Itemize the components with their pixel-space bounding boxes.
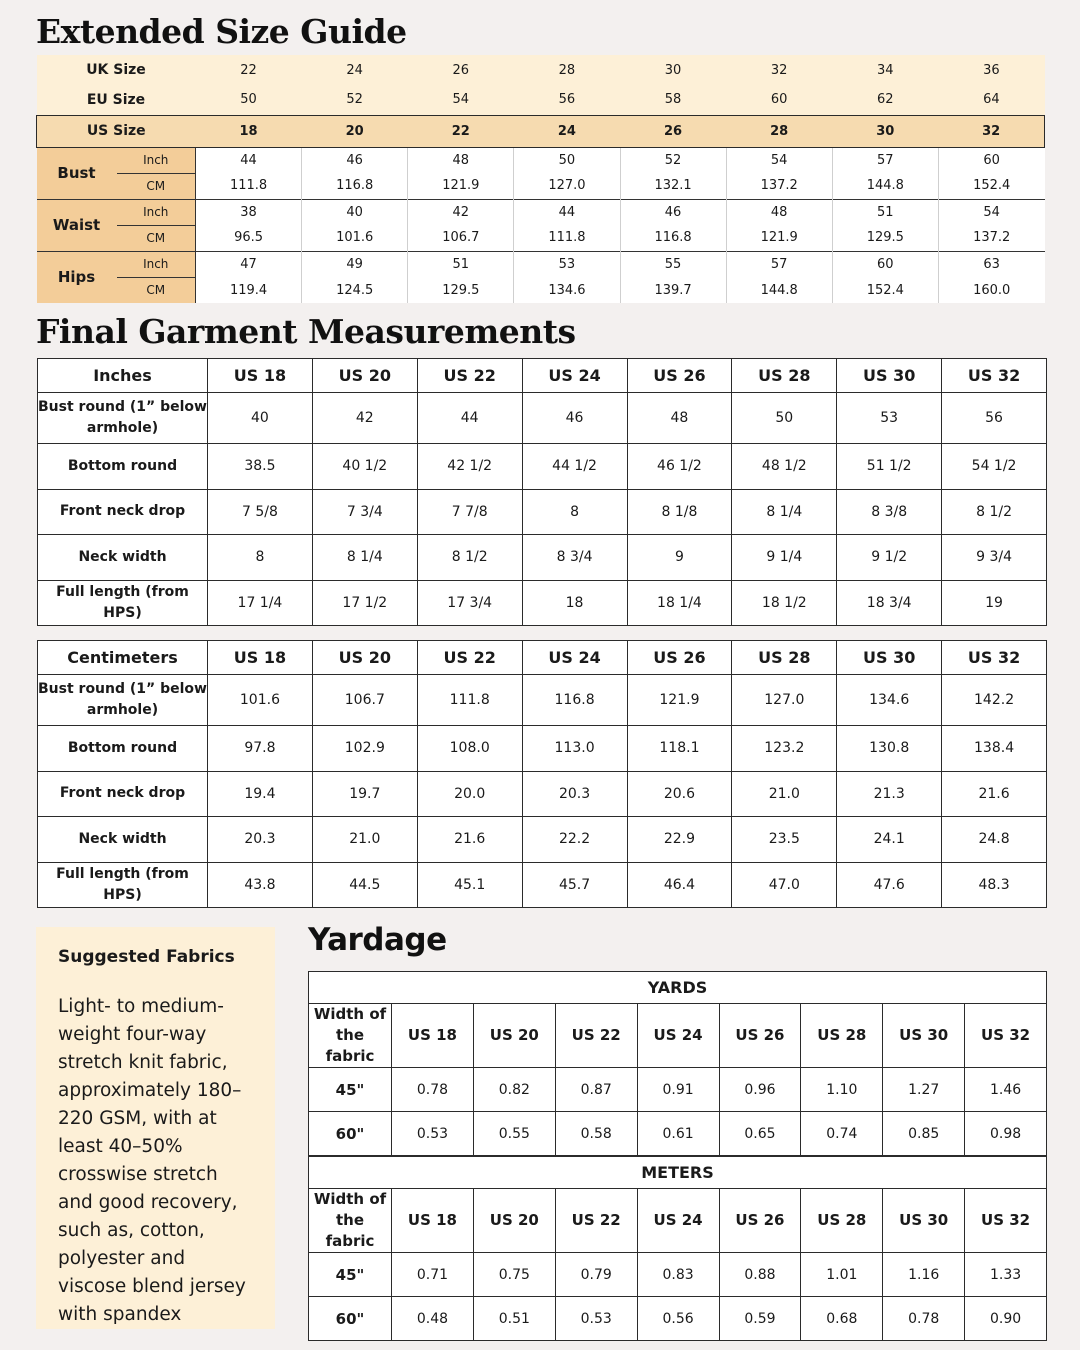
cell-value: 8 1/8 bbox=[627, 489, 732, 535]
measure-value: 50 bbox=[514, 147, 620, 173]
cell-value: 0.79 bbox=[555, 1253, 637, 1297]
measure-value: 48 bbox=[726, 199, 832, 225]
yardage-title: Yardage bbox=[308, 922, 447, 958]
us-size-value: 28 bbox=[726, 115, 832, 147]
eu-size-value: 64 bbox=[938, 85, 1044, 115]
cell-value: 40 bbox=[208, 393, 313, 444]
cell-value: 8 1/4 bbox=[732, 489, 837, 535]
measure-value: 47 bbox=[196, 251, 302, 277]
cell-value: 24.8 bbox=[942, 817, 1047, 863]
uk-size-value: 26 bbox=[408, 55, 514, 85]
column-header: US 18 bbox=[392, 1004, 474, 1068]
us-size-value: 24 bbox=[514, 115, 620, 147]
cell-value: 142.2 bbox=[942, 675, 1047, 726]
fabrics-description: Light- to medium-weight four-way stretch knit fabric, approximately 180–220 GSM, with at least 40–50% crosswise stretch and good recovery, such as, cotton, polyester and viscose blend jersey with spandex bbox=[58, 996, 246, 1325]
cell-value: 0.85 bbox=[883, 1112, 965, 1156]
cell-value: 0.82 bbox=[473, 1068, 555, 1112]
uk-size-value: 24 bbox=[302, 55, 408, 85]
bust-label: Bust bbox=[37, 147, 117, 199]
cell-value: 21.6 bbox=[417, 817, 522, 863]
cell-value: 46 1/2 bbox=[627, 444, 732, 490]
measure-value: 51 bbox=[832, 199, 938, 225]
cell-value: 0.98 bbox=[965, 1112, 1047, 1156]
meters-table bbox=[308, 1156, 1047, 1341]
table-header-row bbox=[309, 1189, 1047, 1253]
measure-value: 40 bbox=[302, 199, 408, 225]
row-label: Neck width bbox=[38, 817, 208, 863]
table-row bbox=[38, 726, 1047, 772]
suggested-fabrics-panel bbox=[36, 927, 275, 1329]
measure-value: 48 bbox=[408, 147, 514, 173]
us-size-value: 18 bbox=[196, 115, 302, 147]
bust-cm-row bbox=[37, 173, 1045, 199]
cell-value: 8 1/2 bbox=[942, 489, 1047, 535]
cell-value: 138.4 bbox=[942, 726, 1047, 772]
measure-value: 55 bbox=[620, 251, 726, 277]
waist-label: Waist bbox=[37, 199, 117, 251]
cell-value: 106.7 bbox=[312, 675, 417, 726]
eu-size-value: 60 bbox=[726, 85, 832, 115]
cell-value: 101.6 bbox=[208, 675, 313, 726]
cell-value: 44 bbox=[417, 393, 522, 444]
row-label: Bust round (1” below armhole) bbox=[38, 393, 208, 444]
measure-value: 60 bbox=[832, 251, 938, 277]
cell-value: 48 1/2 bbox=[732, 444, 837, 490]
cell-value: 1.27 bbox=[883, 1068, 965, 1112]
cell-value: 45.1 bbox=[417, 862, 522, 908]
corner-label: Width of the fabric bbox=[309, 1004, 392, 1068]
measure-value: 132.1 bbox=[620, 173, 726, 199]
cell-value: 38.5 bbox=[208, 444, 313, 490]
cell-value: 21.0 bbox=[732, 771, 837, 817]
measure-value: 54 bbox=[726, 147, 832, 173]
measure-value: 106.7 bbox=[408, 225, 514, 251]
cell-value: 43.8 bbox=[208, 862, 313, 908]
table-header-row bbox=[38, 359, 1047, 393]
cell-value: 24.1 bbox=[837, 817, 942, 863]
cell-value: 0.74 bbox=[801, 1112, 883, 1156]
cell-value: 19 bbox=[942, 580, 1047, 626]
column-header: US 24 bbox=[522, 641, 627, 675]
cell-value: 19.7 bbox=[312, 771, 417, 817]
cell-value: 0.55 bbox=[473, 1112, 555, 1156]
eu-size-value: 62 bbox=[832, 85, 938, 115]
cell-value: 17 3/4 bbox=[417, 580, 522, 626]
measure-value: 111.8 bbox=[196, 173, 302, 199]
cell-value: 1.01 bbox=[801, 1253, 883, 1297]
measure-value: 127.0 bbox=[514, 173, 620, 199]
measure-value: 129.5 bbox=[408, 277, 514, 303]
unit-inch: Inch bbox=[117, 199, 196, 225]
cell-value: 102.9 bbox=[312, 726, 417, 772]
measure-value: 96.5 bbox=[196, 225, 302, 251]
column-header: US 18 bbox=[208, 359, 313, 393]
cell-value: 51 1/2 bbox=[837, 444, 942, 490]
measure-value: 152.4 bbox=[938, 173, 1044, 199]
size-guide-title: Extended Size Guide bbox=[36, 12, 407, 51]
column-header: US 20 bbox=[312, 641, 417, 675]
column-header: US 26 bbox=[719, 1189, 801, 1253]
column-header: US 28 bbox=[801, 1004, 883, 1068]
row-label: 60" bbox=[309, 1297, 392, 1341]
measure-value: 44 bbox=[514, 199, 620, 225]
measure-value: 46 bbox=[620, 199, 726, 225]
cell-value: 46.4 bbox=[627, 862, 732, 908]
cell-value: 0.48 bbox=[392, 1297, 474, 1341]
cell-value: 45.7 bbox=[522, 862, 627, 908]
final-garment-title: Final Garment Measurements bbox=[36, 312, 576, 351]
table-header-row bbox=[309, 1004, 1047, 1068]
corner-label: Inches bbox=[38, 359, 208, 393]
cell-value: 0.90 bbox=[965, 1297, 1047, 1341]
measure-value: 160.0 bbox=[938, 277, 1044, 303]
yards-caption: YARDS bbox=[309, 972, 1047, 1004]
table-header-row bbox=[38, 641, 1047, 675]
cell-value: 0.68 bbox=[801, 1297, 883, 1341]
uk-size-value: 34 bbox=[832, 55, 938, 85]
unit-cm: CM bbox=[117, 173, 196, 199]
cell-value: 8 1/4 bbox=[312, 535, 417, 581]
measure-value: 54 bbox=[938, 199, 1044, 225]
unit-cm: CM bbox=[117, 225, 196, 251]
column-header: US 30 bbox=[883, 1004, 965, 1068]
cell-value: 44.5 bbox=[312, 862, 417, 908]
cell-value: 48.3 bbox=[942, 862, 1047, 908]
cell-value: 0.59 bbox=[719, 1297, 801, 1341]
us-size-label: US Size bbox=[37, 115, 196, 147]
table-row bbox=[38, 675, 1047, 726]
column-header: US 24 bbox=[522, 359, 627, 393]
us-size-row bbox=[37, 115, 1045, 147]
cell-value: 18 1/2 bbox=[732, 580, 837, 626]
row-label: Bottom round bbox=[38, 726, 208, 772]
eu-size-row bbox=[37, 85, 1045, 115]
measure-value: 119.4 bbox=[196, 277, 302, 303]
cell-value: 9 1/2 bbox=[837, 535, 942, 581]
cell-value: 17 1/2 bbox=[312, 580, 417, 626]
cell-value: 47.6 bbox=[837, 862, 942, 908]
column-header: US 22 bbox=[555, 1004, 637, 1068]
waist-cm-row bbox=[37, 225, 1045, 251]
uk-size-value: 30 bbox=[620, 55, 726, 85]
eu-size-value: 52 bbox=[302, 85, 408, 115]
unit-inch: Inch bbox=[117, 147, 196, 173]
cell-value: 7 3/4 bbox=[312, 489, 417, 535]
eu-size-value: 58 bbox=[620, 85, 726, 115]
us-size-value: 32 bbox=[938, 115, 1044, 147]
column-header: US 32 bbox=[965, 1004, 1047, 1068]
column-header: US 26 bbox=[627, 641, 732, 675]
cell-value: 20.3 bbox=[522, 771, 627, 817]
cell-value: 0.78 bbox=[883, 1297, 965, 1341]
meters-caption: METERS bbox=[309, 1157, 1047, 1189]
cell-value: 1.46 bbox=[965, 1068, 1047, 1112]
cell-value: 42 1/2 bbox=[417, 444, 522, 490]
uk-size-row bbox=[37, 55, 1045, 85]
cell-value: 127.0 bbox=[732, 675, 837, 726]
cell-value: 134.6 bbox=[837, 675, 942, 726]
table-row bbox=[309, 1253, 1047, 1297]
cell-value: 1.10 bbox=[801, 1068, 883, 1112]
cell-value: 1.16 bbox=[883, 1253, 965, 1297]
cell-value: 0.71 bbox=[392, 1253, 474, 1297]
cell-value: 8 bbox=[522, 489, 627, 535]
column-header: US 28 bbox=[732, 641, 837, 675]
table-row bbox=[309, 1112, 1047, 1156]
column-header: US 28 bbox=[801, 1189, 883, 1253]
measure-value: 134.6 bbox=[514, 277, 620, 303]
table-row bbox=[38, 489, 1047, 535]
us-size-value: 26 bbox=[620, 115, 726, 147]
cell-value: 50 bbox=[732, 393, 837, 444]
cell-value: 23.5 bbox=[732, 817, 837, 863]
column-header: US 20 bbox=[473, 1189, 555, 1253]
uk-size-label: UK Size bbox=[37, 55, 196, 85]
cell-value: 0.91 bbox=[637, 1068, 719, 1112]
row-label: 45" bbox=[309, 1068, 392, 1112]
measure-value: 144.8 bbox=[726, 277, 832, 303]
measure-value: 63 bbox=[938, 251, 1044, 277]
table-caption-row bbox=[309, 972, 1047, 1004]
column-header: US 22 bbox=[555, 1189, 637, 1253]
cell-value: 97.8 bbox=[208, 726, 313, 772]
row-label: Neck width bbox=[38, 535, 208, 581]
yards-table bbox=[308, 971, 1047, 1156]
uk-size-value: 32 bbox=[726, 55, 832, 85]
measure-value: 116.8 bbox=[620, 225, 726, 251]
cell-value: 113.0 bbox=[522, 726, 627, 772]
cell-value: 47.0 bbox=[732, 862, 837, 908]
cell-value: 7 7/8 bbox=[417, 489, 522, 535]
column-header: US 22 bbox=[417, 359, 522, 393]
table-row bbox=[38, 393, 1047, 444]
measure-value: 46 bbox=[302, 147, 408, 173]
column-header: US 32 bbox=[942, 641, 1047, 675]
cell-value: 9 bbox=[627, 535, 732, 581]
cell-value: 8 bbox=[208, 535, 313, 581]
column-header: US 32 bbox=[965, 1189, 1047, 1253]
eu-size-value: 56 bbox=[514, 85, 620, 115]
measure-value: 139.7 bbox=[620, 277, 726, 303]
row-label: Front neck drop bbox=[38, 771, 208, 817]
measure-value: 49 bbox=[302, 251, 408, 277]
measure-value: 137.2 bbox=[938, 225, 1044, 251]
cell-value: 7 5/8 bbox=[208, 489, 313, 535]
measure-value: 57 bbox=[726, 251, 832, 277]
measure-value: 51 bbox=[408, 251, 514, 277]
fabrics-title: Suggested Fabrics bbox=[58, 947, 235, 967]
cell-value: 18 3/4 bbox=[837, 580, 942, 626]
measure-value: 121.9 bbox=[726, 225, 832, 251]
table-row bbox=[309, 1297, 1047, 1341]
table-row bbox=[309, 1068, 1047, 1112]
unit-inch: Inch bbox=[117, 251, 196, 277]
cell-value: 42 bbox=[312, 393, 417, 444]
cell-value: 8 3/8 bbox=[837, 489, 942, 535]
cell-value: 8 1/2 bbox=[417, 535, 522, 581]
cell-value: 20.0 bbox=[417, 771, 522, 817]
table-row bbox=[38, 580, 1047, 626]
row-label: Full length (from HPS) bbox=[38, 580, 208, 626]
cell-value: 20.6 bbox=[627, 771, 732, 817]
cell-value: 9 3/4 bbox=[942, 535, 1047, 581]
column-header: US 28 bbox=[732, 359, 837, 393]
row-label: Full length (from HPS) bbox=[38, 862, 208, 908]
cell-value: 0.87 bbox=[555, 1068, 637, 1112]
column-header: US 18 bbox=[208, 641, 313, 675]
cell-value: 22.9 bbox=[627, 817, 732, 863]
cell-value: 21.3 bbox=[837, 771, 942, 817]
column-header: US 20 bbox=[473, 1004, 555, 1068]
cell-value: 19.4 bbox=[208, 771, 313, 817]
cell-value: 0.58 bbox=[555, 1112, 637, 1156]
cell-value: 123.2 bbox=[732, 726, 837, 772]
table-row bbox=[38, 444, 1047, 490]
eu-size-label: EU Size bbox=[37, 85, 196, 115]
cell-value: 54 1/2 bbox=[942, 444, 1047, 490]
eu-size-value: 50 bbox=[196, 85, 302, 115]
inches-measurement-table bbox=[37, 358, 1047, 626]
cell-value: 130.8 bbox=[837, 726, 942, 772]
cell-value: 0.88 bbox=[719, 1253, 801, 1297]
cell-value: 0.78 bbox=[392, 1068, 474, 1112]
uk-size-value: 22 bbox=[196, 55, 302, 85]
row-label: Bottom round bbox=[38, 444, 208, 490]
measure-value: 53 bbox=[514, 251, 620, 277]
cell-value: 111.8 bbox=[417, 675, 522, 726]
hips-label: Hips bbox=[37, 251, 117, 303]
column-header: US 30 bbox=[883, 1189, 965, 1253]
corner-label: Centimeters bbox=[38, 641, 208, 675]
hips-cm-row bbox=[37, 277, 1045, 303]
cell-value: 1.33 bbox=[965, 1253, 1047, 1297]
measure-value: 129.5 bbox=[832, 225, 938, 251]
measure-value: 121.9 bbox=[408, 173, 514, 199]
measure-value: 116.8 bbox=[302, 173, 408, 199]
table-row bbox=[38, 535, 1047, 581]
us-size-value: 20 bbox=[302, 115, 408, 147]
column-header: US 24 bbox=[637, 1189, 719, 1253]
cell-value: 108.0 bbox=[417, 726, 522, 772]
column-header: US 20 bbox=[312, 359, 417, 393]
cell-value: 0.83 bbox=[637, 1253, 719, 1297]
measure-value: 124.5 bbox=[302, 277, 408, 303]
cell-value: 21.6 bbox=[942, 771, 1047, 817]
table-row bbox=[38, 862, 1047, 908]
cell-value: 0.61 bbox=[637, 1112, 719, 1156]
column-header: US 22 bbox=[417, 641, 522, 675]
table-caption-row bbox=[309, 1157, 1047, 1189]
cell-value: 20.3 bbox=[208, 817, 313, 863]
row-label: Front neck drop bbox=[38, 489, 208, 535]
cell-value: 56 bbox=[942, 393, 1047, 444]
bust-inch-row bbox=[37, 147, 1045, 173]
column-header: US 30 bbox=[837, 641, 942, 675]
measure-value: 52 bbox=[620, 147, 726, 173]
cell-value: 0.53 bbox=[392, 1112, 474, 1156]
uk-size-value: 28 bbox=[514, 55, 620, 85]
column-header: US 26 bbox=[627, 359, 732, 393]
cell-value: 46 bbox=[522, 393, 627, 444]
measure-value: 111.8 bbox=[514, 225, 620, 251]
measure-value: 101.6 bbox=[302, 225, 408, 251]
cell-value: 121.9 bbox=[627, 675, 732, 726]
row-label: 60" bbox=[309, 1112, 392, 1156]
column-header: US 32 bbox=[942, 359, 1047, 393]
cell-value: 53 bbox=[837, 393, 942, 444]
us-size-value: 30 bbox=[832, 115, 938, 147]
cell-value: 0.53 bbox=[555, 1297, 637, 1341]
eu-size-value: 54 bbox=[408, 85, 514, 115]
measure-value: 137.2 bbox=[726, 173, 832, 199]
measure-value: 144.8 bbox=[832, 173, 938, 199]
us-size-value: 22 bbox=[408, 115, 514, 147]
cell-value: 0.51 bbox=[473, 1297, 555, 1341]
table-row bbox=[38, 771, 1047, 817]
cell-value: 21.0 bbox=[312, 817, 417, 863]
cell-value: 18 1/4 bbox=[627, 580, 732, 626]
cell-value: 18 bbox=[522, 580, 627, 626]
table-row bbox=[38, 817, 1047, 863]
cell-value: 17 1/4 bbox=[208, 580, 313, 626]
cell-value: 116.8 bbox=[522, 675, 627, 726]
cell-value: 22.2 bbox=[522, 817, 627, 863]
measure-value: 60 bbox=[938, 147, 1044, 173]
extended-size-guide-table bbox=[36, 55, 1045, 303]
column-header: US 26 bbox=[719, 1004, 801, 1068]
cell-value: 0.56 bbox=[637, 1297, 719, 1341]
cell-value: 0.75 bbox=[473, 1253, 555, 1297]
measure-value: 44 bbox=[196, 147, 302, 173]
cell-value: 118.1 bbox=[627, 726, 732, 772]
cell-value: 9 1/4 bbox=[732, 535, 837, 581]
column-header: US 18 bbox=[392, 1189, 474, 1253]
cell-value: 40 1/2 bbox=[312, 444, 417, 490]
cell-value: 48 bbox=[627, 393, 732, 444]
measure-value: 42 bbox=[408, 199, 514, 225]
row-label: 45" bbox=[309, 1253, 392, 1297]
unit-cm: CM bbox=[117, 277, 196, 303]
row-label: Bust round (1” below armhole) bbox=[38, 675, 208, 726]
waist-inch-row bbox=[37, 199, 1045, 225]
hips-inch-row bbox=[37, 251, 1045, 277]
cell-value: 0.65 bbox=[719, 1112, 801, 1156]
column-header: US 30 bbox=[837, 359, 942, 393]
column-header: US 24 bbox=[637, 1004, 719, 1068]
cell-value: 0.96 bbox=[719, 1068, 801, 1112]
measure-value: 152.4 bbox=[832, 277, 938, 303]
corner-label: Width of the fabric bbox=[309, 1189, 392, 1253]
measure-value: 38 bbox=[196, 199, 302, 225]
measure-value: 57 bbox=[832, 147, 938, 173]
centimeters-measurement-table bbox=[37, 640, 1047, 908]
cell-value: 8 3/4 bbox=[522, 535, 627, 581]
uk-size-value: 36 bbox=[938, 55, 1044, 85]
cell-value: 44 1/2 bbox=[522, 444, 627, 490]
